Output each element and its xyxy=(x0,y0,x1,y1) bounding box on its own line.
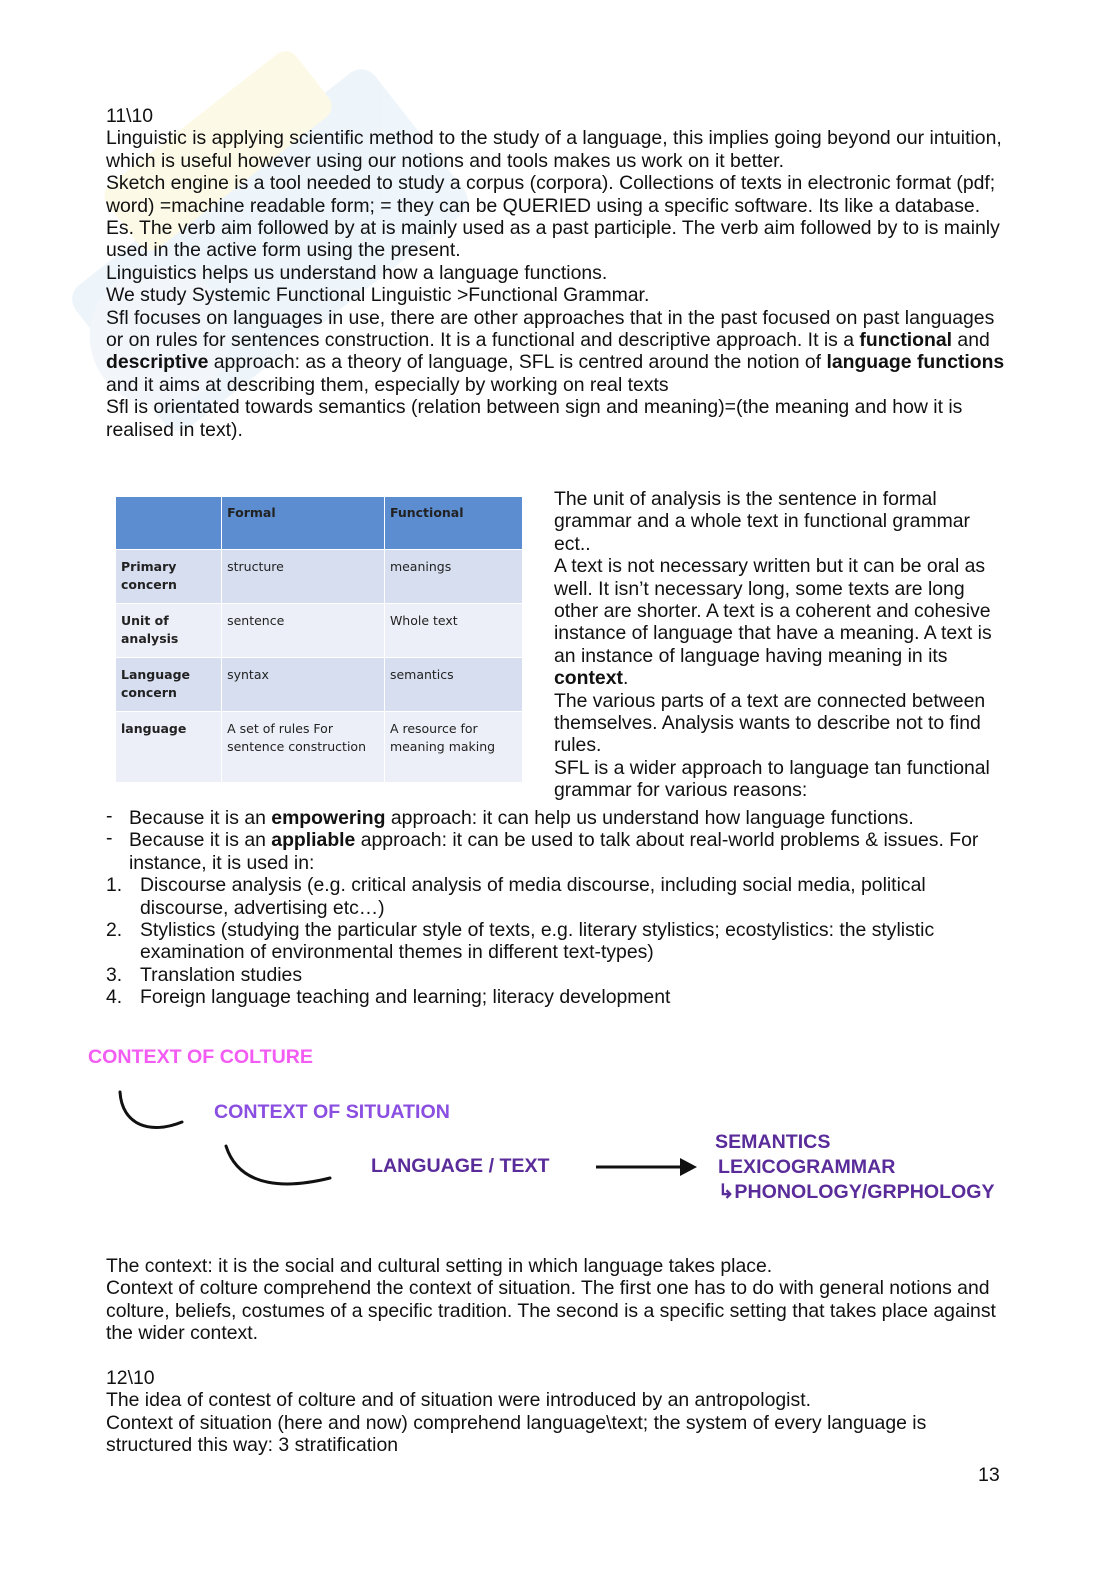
spacer xyxy=(106,1345,1016,1367)
item-text: Stylistics (studying the particular style of texts, e.g. literary stylistics; ecostylistics: the stylistic examination of environmental themes in different text-types) xyxy=(140,919,935,964)
paragraph: The various parts of a text are connected between themselves. Analysis wants to describe not to find rules. xyxy=(554,689,986,757)
table-row xyxy=(116,550,523,604)
paragraph: Linguistics helps us understand how a language functions. xyxy=(106,261,608,284)
arrow-head-icon xyxy=(680,1158,697,1176)
comparison-table xyxy=(115,496,523,783)
paragraph: SFL is a wider approach to language tan functional grammar for various reasons: xyxy=(554,756,990,802)
intro-section xyxy=(106,105,1016,441)
table-header-cell: Formal xyxy=(222,497,385,550)
paragraph xyxy=(106,307,1016,397)
context-section xyxy=(106,1255,1016,1457)
paragraph: The unit of analysis is the sentence in formal grammar and a whole text in functional grammar ect.. xyxy=(554,488,971,555)
language-text-label: LANGUAGE / TEXT xyxy=(371,1155,550,1177)
table-cell: meanings xyxy=(384,550,522,604)
paragraph: Context of colture comprehend the context of situation. The first one has to do with general notions and colture, beliefs, costumes of a specific tradition. The second is a specific setting that takes place against the wider context. xyxy=(106,1277,996,1345)
table-cell: semantics xyxy=(384,658,522,712)
paragraph: Context of situation (here and now) comprehend language\text; the system of every language is structured this way: 3 stratification xyxy=(106,1411,927,1457)
bold-term: appliable xyxy=(271,829,356,852)
table-cell: Language concern xyxy=(116,658,222,712)
bold-term: context xyxy=(554,667,623,690)
numbered-item xyxy=(106,919,1016,964)
table-row xyxy=(116,712,523,783)
text-run: Sfl focuses on languages in use, there are other approaches that in the past focused on past languages or on rules for sentences construction. It is a functional and descriptive approach. It is a xyxy=(106,306,995,352)
hook-curve-1 xyxy=(120,1092,182,1128)
text-run: A text is not necessary written but it can be oral as well. It isn’t necessary long, some texts are long other are shorter. A text is a coherent and cohesive instance of language that have a meaning. A text is an instance of language having meaning in its xyxy=(554,555,992,667)
numbered-item xyxy=(106,986,1016,1008)
paragraph: Sfl is orientated towards semantics (relation between sign and meaning)=(the meaning and how it is realised in text). xyxy=(106,396,963,441)
page-number: 13 xyxy=(978,1464,1000,1486)
table-row xyxy=(116,604,523,658)
item-number: 3. xyxy=(106,963,123,986)
lexicogrammar-label: LEXICOGRAMMAR xyxy=(718,1156,896,1178)
table-cell: structure xyxy=(222,550,385,604)
dash-bullet: - xyxy=(106,827,113,850)
list-item xyxy=(106,807,1016,829)
numbered-item xyxy=(106,874,1016,919)
text-run: Because it is an xyxy=(129,829,272,852)
context-of-culture-label: CONTEXT OF COLTURE xyxy=(88,1046,313,1068)
table-header-row xyxy=(116,497,523,550)
date-heading: 11\10 xyxy=(106,105,154,127)
table-cell: Whole text xyxy=(384,604,522,658)
numbered-item xyxy=(106,964,1016,986)
right-column xyxy=(554,488,1012,802)
text-run: . xyxy=(622,667,629,690)
phonology-label: ↳PHONOLOGY/GRPHOLOGY xyxy=(718,1181,995,1203)
paragraph: We study Systemic Functional Linguistic >Functional Grammar. xyxy=(106,284,650,307)
dash-bullet: - xyxy=(106,805,113,827)
list-item xyxy=(106,829,1016,874)
table-cell: syntax xyxy=(222,658,385,712)
text-run: and it aims at describing them, especially by working on real texts xyxy=(106,373,669,396)
comparison-table-figure xyxy=(106,490,526,786)
table-cell: A set of rules For sentence construction xyxy=(222,712,385,783)
text-run: approach: it can be used to talk about real-world problems & issues. For instance, it is used in: xyxy=(129,829,979,874)
table-cell: Primary concern xyxy=(116,550,222,604)
bold-term: language functions xyxy=(826,351,1005,374)
table-cell: language xyxy=(116,712,222,783)
paragraph: The idea of contest of colture and of situation were introduced by an antropologist. xyxy=(106,1389,811,1412)
text-run: Because it is an xyxy=(129,807,272,829)
paragraph: Linguistic is applying scientific method to the study of a language, this implies going beyond our intuition, which is useful however using our notions and tools makes us work on it better. xyxy=(106,127,1002,172)
item-text: Foreign language teaching and learning; literacy development xyxy=(140,986,671,1009)
item-text: Translation studies xyxy=(140,963,303,986)
item-number: 2. xyxy=(106,919,123,942)
bold-term: empowering xyxy=(271,807,386,829)
bold-term: functional xyxy=(859,329,953,352)
text-run: and xyxy=(952,329,990,352)
item-number: 4. xyxy=(106,986,123,1009)
hook-curve-2 xyxy=(226,1146,330,1184)
paragraph xyxy=(554,555,1012,689)
paragraph: Sketch engine is a tool needed to study a corpus (corpora). Collections of texts in electronic format (pdf; word) =machine readable form; = they can be QUERIED using a specific software. Its like a database. xyxy=(106,172,996,217)
paragraph: The context: it is the social and cultural setting in which language takes place. xyxy=(106,1255,773,1277)
table-row xyxy=(116,658,523,712)
table-cell: Unit of analysis xyxy=(116,604,222,658)
date-heading: 12\10 xyxy=(106,1367,155,1390)
context-of-situation-label: CONTEXT OF SITUATION xyxy=(214,1101,450,1123)
table-cell: sentence xyxy=(222,604,385,658)
bold-term: descriptive xyxy=(106,351,209,374)
semantics-label: SEMANTICS xyxy=(715,1131,831,1153)
table-header-cell: Functional xyxy=(384,497,522,550)
text-run: approach: it can help us understand how language functions. xyxy=(385,807,914,829)
paragraph: Es. The verb aim followed by at is mainly used as a past participle. The verb aim followed by to is mainly used in the active form using the present. xyxy=(106,217,1000,262)
item-number: 1. xyxy=(106,874,123,897)
table-header-cell xyxy=(116,497,222,550)
reasons-list xyxy=(106,807,1016,1009)
text-run: approach: as a theory of language, SFL is centred around the notion of xyxy=(208,351,827,374)
table-cell: A resource for meaning making xyxy=(384,712,522,783)
item-text: Discourse analysis (e.g. critical analysis of media discourse, including social media, political discourse, advertising etc…) xyxy=(140,874,926,919)
